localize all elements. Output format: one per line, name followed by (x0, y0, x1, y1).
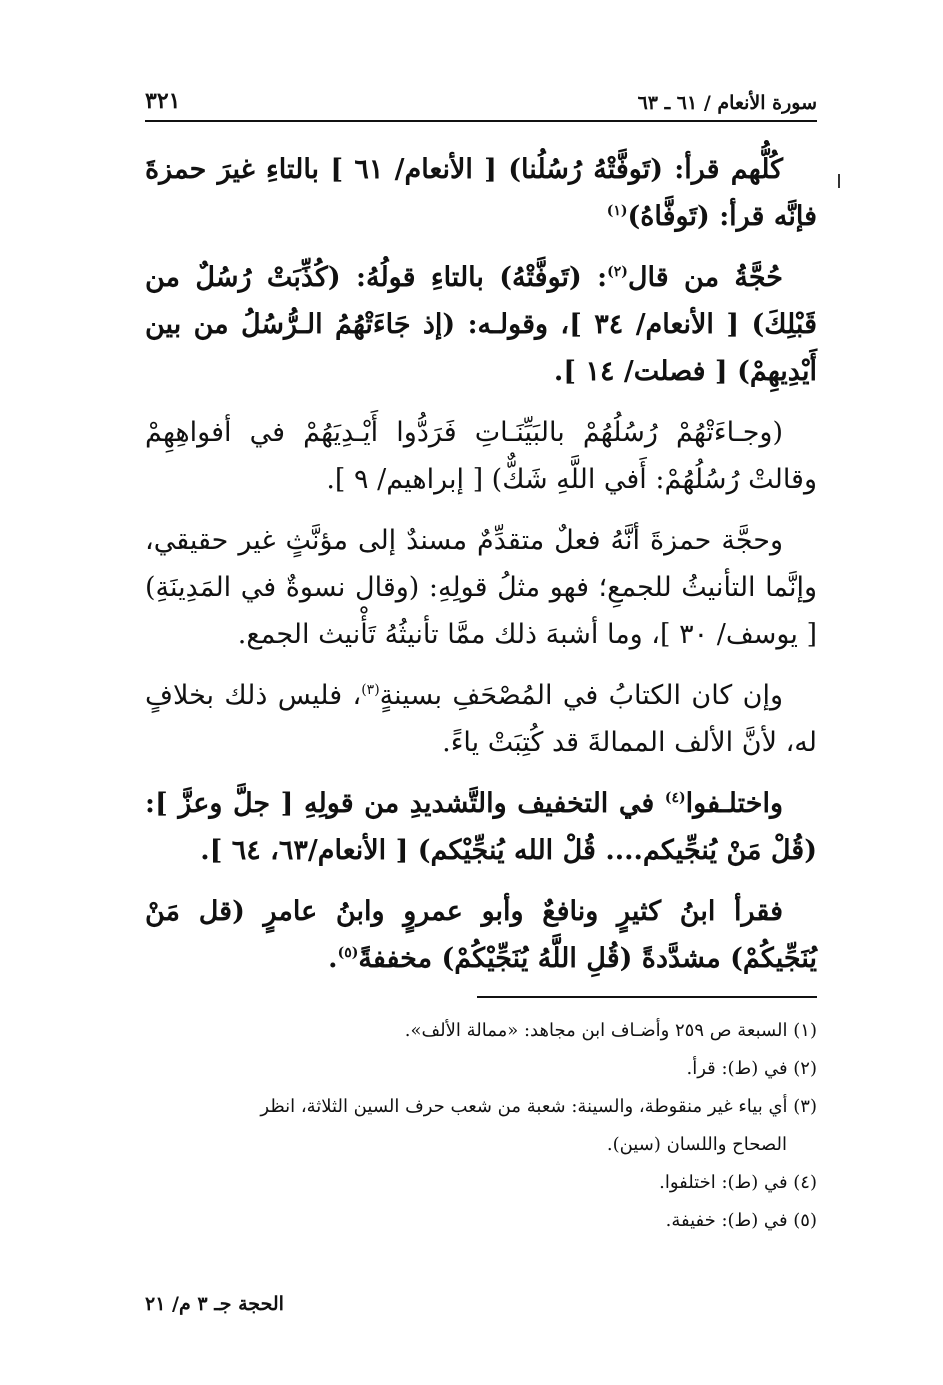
page (145, 88, 817, 1240)
footnote-3-continued: الصحاح واللسان (سين). (606, 1134, 787, 1155)
footnotes (145, 1012, 817, 1240)
paragraph-2-text-b: : (تَوفَّتْهُ) بالتاءِ قولُهُ: (كُذِّبَتْ رُسُلٌ من قَبْلِكَ) [ الأنعام/ ٣٤ ]، وقولـه: (إذ جَاءَتْهُمُ الـرُّسُلُ من بين أَيْدِيهِمْ) [ فصلت/ ١٤ ]. (145, 262, 817, 387)
footnote-3: (٣) أي بياء غير منقوطة، والسينة: شعبة من شعب حرف السين الثلاثة، انظر (260, 1096, 817, 1117)
footnote-ref-4: (٤) (664, 790, 686, 806)
footnote-separator (477, 996, 817, 998)
margin-mark (838, 174, 840, 188)
footnote-5: (٥) في (ط): خفيفة. (665, 1210, 817, 1231)
footnote-ref-1: (١) (606, 203, 628, 219)
paragraph-5-text-a: وإن كان الكتابُ في المُصْحَفِ بسينةٍ (379, 680, 783, 711)
paragraph-7 (145, 888, 817, 982)
paragraph-5-text-b: ، فليس ذلك بخلافٍ له، لأنَّ الألف الممالةَ قد كُتِبَتْ ياءً. (145, 680, 817, 758)
running-header (145, 88, 817, 122)
paragraph-1-text: كُلُّهم قرأ: (تَوفَّتْهُ رُسُلُنا) [ الأنعام/ ٦١ ] بالتاءِ غيرَ حمزةَ فإنَّه قرأ: (تَوفَّاهُ) (145, 154, 817, 232)
paragraph-6-text-b: في التخفيف والتَّشديدِ من قولِهِ [ جلَّ وعزَّ ]: (قُلْ مَنْ يُنجِّيكم.... قُلْ الله يُنجِّيْكم) [ الأنعام/٦٣، ٦٤ ]. (145, 788, 817, 866)
footnote-ref-3: (٣) (361, 682, 380, 698)
paragraph-7-text-a: فقرأ ابنُ كثيرٍ ونافعٌ وأبو عمروٍ وابنُ عامرٍ (قل مَنْ يُنَجِّيكُمْ) مشدَّدةً (قُلِ اللَّهُ يُنَجِّيْكُمْ) مخففةً (145, 896, 817, 974)
paragraph-5 (145, 672, 817, 766)
signature-mark: الحجة جـ ٣ م/ ٢١ (145, 1293, 284, 1315)
paragraph-3: (وجـاءَتْهُمْ رُسُلُهُمْ بالبَيِّنَـاتِ فَرَدُّوا أَيْـدِيَهُمْ في أفواهِهِمْ وقالتْ رُسُلُهُمْ: أَفي اللَّهِ شَكٌّ) [ إبراهيم/ ٩ ]. (145, 417, 817, 495)
paragraph-4: وحجَّة حمزةَ أنَّهُ فعلٌ متقدِّمٌ مسندٌ إلى مؤنَّثٍ غير حقيقي، وإنَّما التأنيثُ للجمعِ؛ فهو مثلُ قولِهِ: (وقال نسوةٌ في المَدِينَةِ) [ يوسف/ ٣٠ ]، وما أشبهَ ذلك ممَّا تأنيثُهُ تَأْنيث الجمع. (145, 525, 817, 650)
paragraph-1 (145, 146, 817, 240)
footnote-2: (٢) في (ط): قرأ. (686, 1058, 817, 1079)
paragraph-6-text-a: واختلـفوا (685, 788, 783, 819)
main-text (145, 146, 817, 982)
footnote-ref-5: (٥) (337, 945, 359, 961)
paragraph-6 (145, 780, 817, 874)
footnote-ref-2: (٢) (607, 264, 628, 280)
footnote-1: (١) السبعة ص ٢٥٩ وأضـاف ابن مجاهد: «ممالة الألف». (404, 1020, 817, 1041)
footnote-4: (٤) في (ط): اختلفوا. (659, 1172, 817, 1193)
paragraph-2-text-a: حُجَّةُ من قال (627, 262, 783, 293)
surah-label: سورة الأنعام / ٦١ ـ ٦٣ (637, 92, 817, 114)
page-number: ٣٢١ (145, 88, 181, 114)
paragraph-2 (145, 254, 817, 395)
paragraph-7-text-b: . (328, 943, 338, 974)
